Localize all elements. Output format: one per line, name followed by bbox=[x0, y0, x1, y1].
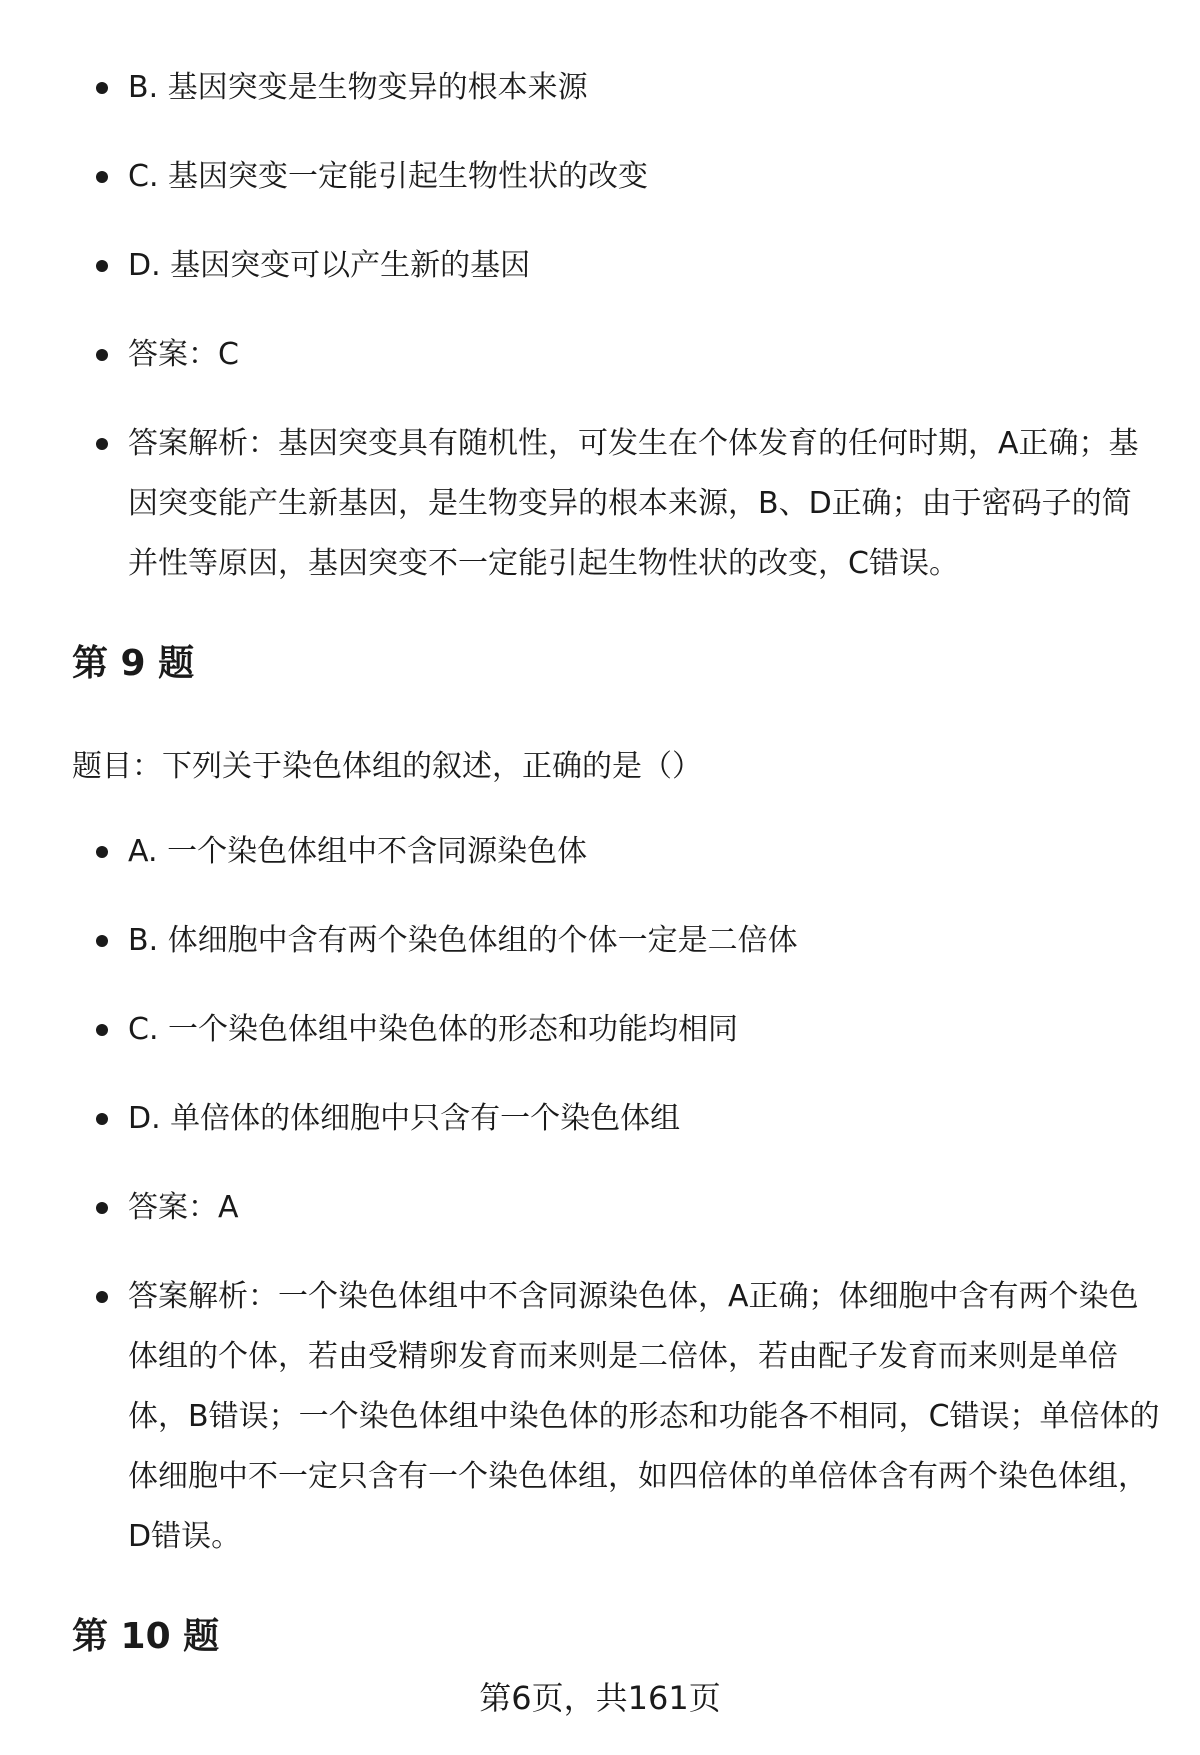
bullet-icon bbox=[96, 260, 108, 272]
list-item bbox=[0, 1178, 1200, 1238]
bullet-icon bbox=[96, 1113, 108, 1125]
option-b-text: B. 体细胞中含有两个染色体组的个体一定是二倍体 bbox=[128, 923, 798, 958]
list-item bbox=[0, 911, 1200, 971]
bullet-icon bbox=[96, 171, 108, 183]
list-item bbox=[0, 822, 1200, 882]
list-item bbox=[0, 414, 1200, 594]
list-item bbox=[0, 1267, 1200, 1567]
explanation-text: 答案解析：一个染色体组中不含同源染色体，A正确；体细胞中含有两个染色体组的个体，若由受精卵发育而来则是二倍体，若由配子发育而来则是单倍体，B错误；一个染色体组中染色体的形态和功能各不相同，C错误；单倍体的体细胞中不一定只含有一个染色体组，如四倍体的单倍体含有两个染色体组，D错误。 bbox=[128, 1279, 1160, 1554]
question-10-title: 第 10 题 bbox=[72, 1616, 220, 1657]
answer-text: 答案：A bbox=[128, 1190, 239, 1225]
question-9-stem: 题目：下列关于染色体组的叙述，正确的是（） bbox=[72, 749, 702, 784]
page-number: 第6页，共161页 bbox=[479, 1679, 721, 1717]
list-item bbox=[0, 236, 1200, 296]
bullet-icon bbox=[96, 349, 108, 361]
option-c-text: C. 基因突变一定能引起生物性状的改变 bbox=[128, 159, 649, 194]
bullet-icon bbox=[96, 1291, 108, 1303]
list-item bbox=[0, 1089, 1200, 1149]
explanation-text: 答案解析：基因突变具有随机性，可发生在个体发育的任何时期，A正确；基因突变能产生新基因，是生物变异的根本来源，B、D正确；由于密码子的简并性等原因，基因突变不一定能引起生物性状的改变，C错误。 bbox=[128, 426, 1139, 581]
bullet-icon bbox=[96, 846, 108, 858]
list-item bbox=[0, 147, 1200, 207]
bullet-icon bbox=[96, 82, 108, 94]
list-item bbox=[0, 58, 1200, 118]
question-9-list bbox=[0, 822, 1200, 1596]
bullet-icon bbox=[96, 438, 108, 450]
bullet-icon bbox=[96, 935, 108, 947]
bullet-icon bbox=[96, 1202, 108, 1214]
question-8-list bbox=[0, 58, 1200, 623]
bullet-icon bbox=[96, 1024, 108, 1036]
option-a-text: A. 一个染色体组中不含同源染色体 bbox=[128, 834, 588, 869]
option-d-text: D. 基因突变可以产生新的基因 bbox=[128, 248, 531, 283]
option-d-text: D. 单倍体的体细胞中只含有一个染色体组 bbox=[128, 1101, 681, 1136]
answer-text: 答案：C bbox=[128, 337, 239, 372]
question-9-title: 第 9 题 bbox=[72, 643, 195, 684]
list-item bbox=[0, 1000, 1200, 1060]
option-b-text: B. 基因突变是生物变异的根本来源 bbox=[128, 70, 588, 105]
list-item bbox=[0, 325, 1200, 385]
option-c-text: C. 一个染色体组中染色体的形态和功能均相同 bbox=[128, 1012, 739, 1047]
